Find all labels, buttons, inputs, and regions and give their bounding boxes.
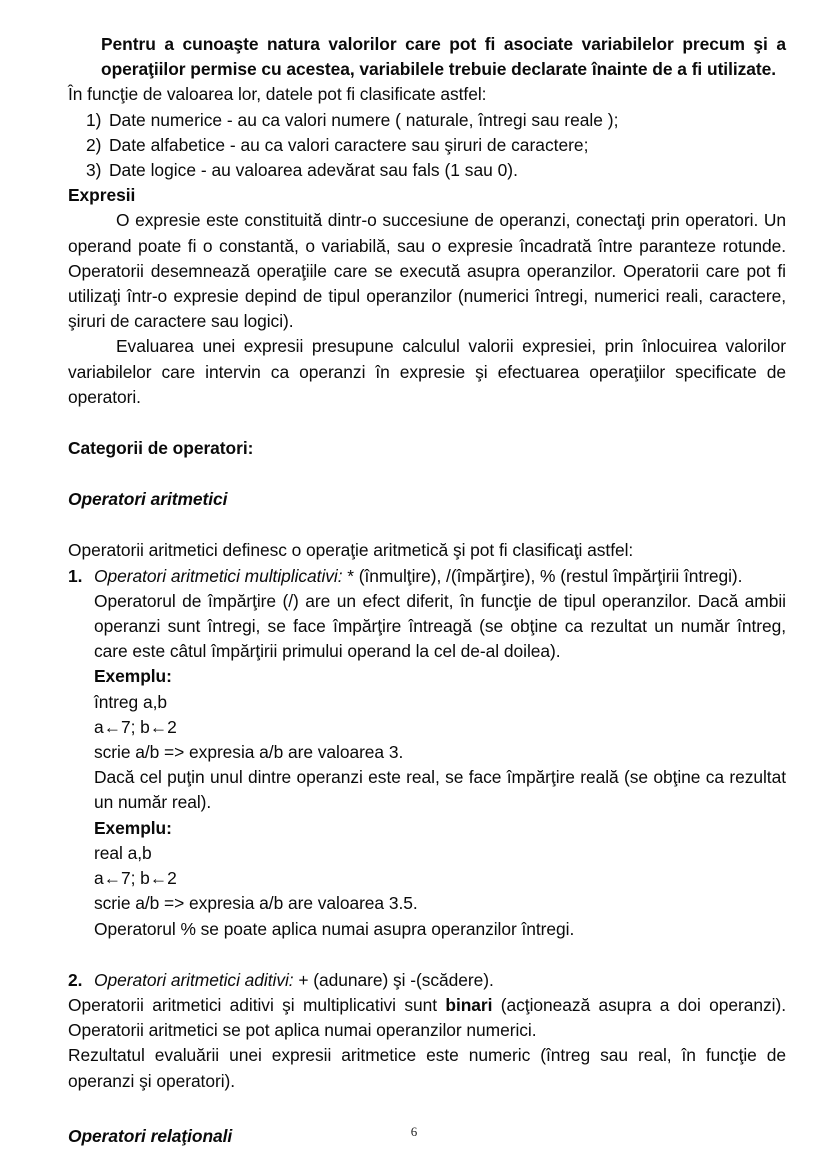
multiplicative-details	[94, 589, 786, 942]
example-code-line: întreg a,b	[94, 691, 167, 712]
binary-text-after: (acţionează asupra a doi operanzi). Operatorii aritmetici se pot aplica numai operanzilor numerici.	[68, 994, 786, 1041]
list-item	[68, 158, 786, 183]
spacer	[68, 942, 786, 968]
arithmetic-operators-heading: Operatori aritmetici	[68, 489, 228, 510]
spacer	[68, 512, 786, 538]
multiplicative-operators-item	[68, 564, 786, 589]
list-item-marker: 2)	[86, 134, 102, 155]
arithmetic-result-paragraph: Rezultatul evaluării unei expresii aritmetice este numeric (întreg sau real, în funcţie de operanzi şi operatori).	[68, 1045, 786, 1091]
list-item-text: Date alfabetice - au ca valori caractere sau şiruri de caractere;	[109, 134, 589, 155]
list-item-marker: 1)	[86, 109, 102, 130]
relational-operators-heading: Operatori relaţionali	[68, 1125, 233, 1146]
item-number: 2.	[68, 969, 83, 990]
page-number: 6	[410, 1124, 418, 1139]
example-label-1: Exemplu:	[94, 666, 172, 687]
example-code-line: a←7; b←2	[94, 868, 177, 889]
example-code-line: scrie a/b => expresia a/b are valoarea 3.	[94, 742, 404, 763]
spacer	[68, 461, 786, 487]
item-title: Operatori aritmetici aditivi:	[94, 969, 294, 990]
binary-keyword: binari	[445, 994, 493, 1015]
list-item	[68, 108, 786, 133]
division-explanation: Operatorul de împărţire (/) are un efect diferit, în funcţie de tipul operanzilor. Dacă ambii operanzi sunt întregi, se face împărţire întreagă (se obţine ca rezultat un număr întreg, care este câtul împărţirii primului operand la cel de-al doilea).	[94, 590, 786, 662]
list-item	[68, 133, 786, 158]
classification-lead: În funcţie de valoarea lor, datele pot fi clasificate astfel:	[68, 84, 487, 105]
item-rest: + (adunare) şi -(scădere).	[293, 969, 494, 990]
example-code-line: scrie a/b => expresia a/b are valoarea 3.5.	[94, 893, 418, 914]
binary-operators-paragraph	[68, 993, 786, 1043]
intro-paragraph: Pentru a cunoaşte natura valorilor care pot fi asociate variabilelor precum şi a operaţiilor permise cu acestea, variabilele trebuie declarate înainte de a fi utilizate.	[101, 34, 786, 80]
list-item-text: Date numerice - au ca valori numere ( naturale, întregi sau reale );	[109, 109, 619, 130]
item-number: 1.	[68, 565, 83, 586]
list-item-text: Date logice - au valoarea adevărat sau fals (1 sau 0).	[109, 160, 518, 181]
modulo-note: Operatorul % se poate aplica numai asupra operanzilor întregi.	[94, 918, 575, 939]
expressions-paragraph-1: O expresie este constituită dintr-o succesiune de operanzi, conectaţi prin operatori. Un operand poate fi o constantă, o variabilă, sau o expresie încadrată între paranteze rotunde. Operatorii desemnează operaţiile care se execută asupra operanzilor. Operatorii care pot fi utilizaţi într-o expresie depind de tipul operanzilor (numerici întregi, numerici reali, caractere, şiruri de caractere sau logici).	[68, 210, 786, 332]
item-title: Operatori aritmetici multiplicativi:	[94, 565, 343, 586]
example-code-line: real a,b	[94, 842, 152, 863]
example-code-line: a←7; b←2	[94, 716, 177, 737]
document-body	[68, 32, 786, 1149]
spacer	[68, 410, 786, 436]
binary-text-before: Operatorii aritmetici aditivi şi multiplicativi sunt	[68, 994, 446, 1015]
spacer	[68, 1094, 786, 1124]
arithmetic-lead: Operatorii aritmetici definesc o operaţie aritmetică şi pot fi clasificaţi astfel:	[68, 540, 634, 561]
item-rest: * (înmulţire), /(împărţire), % (restul împărţirii întregi).	[342, 565, 743, 586]
additive-operators-item	[68, 968, 786, 993]
list-item-marker: 3)	[86, 160, 102, 181]
expressions-paragraph-2: Evaluarea unei expresii presupune calculul valorii expresiei, prin înlocuirea valorilor variabilelor care intervin ca operanzi în expresie şi efectuarea operaţiilor specificate de operatori.	[68, 336, 786, 407]
expressions-heading: Expresii	[68, 185, 136, 206]
example-label-2: Exemplu:	[94, 817, 172, 838]
categories-heading: Categorii de operatori:	[68, 438, 254, 459]
real-division-note: Dacă cel puţin unul dintre operanzi este real, se face împărţire reală (se obţine ca rezultat un număr real).	[94, 767, 786, 813]
classification-list	[68, 108, 786, 184]
